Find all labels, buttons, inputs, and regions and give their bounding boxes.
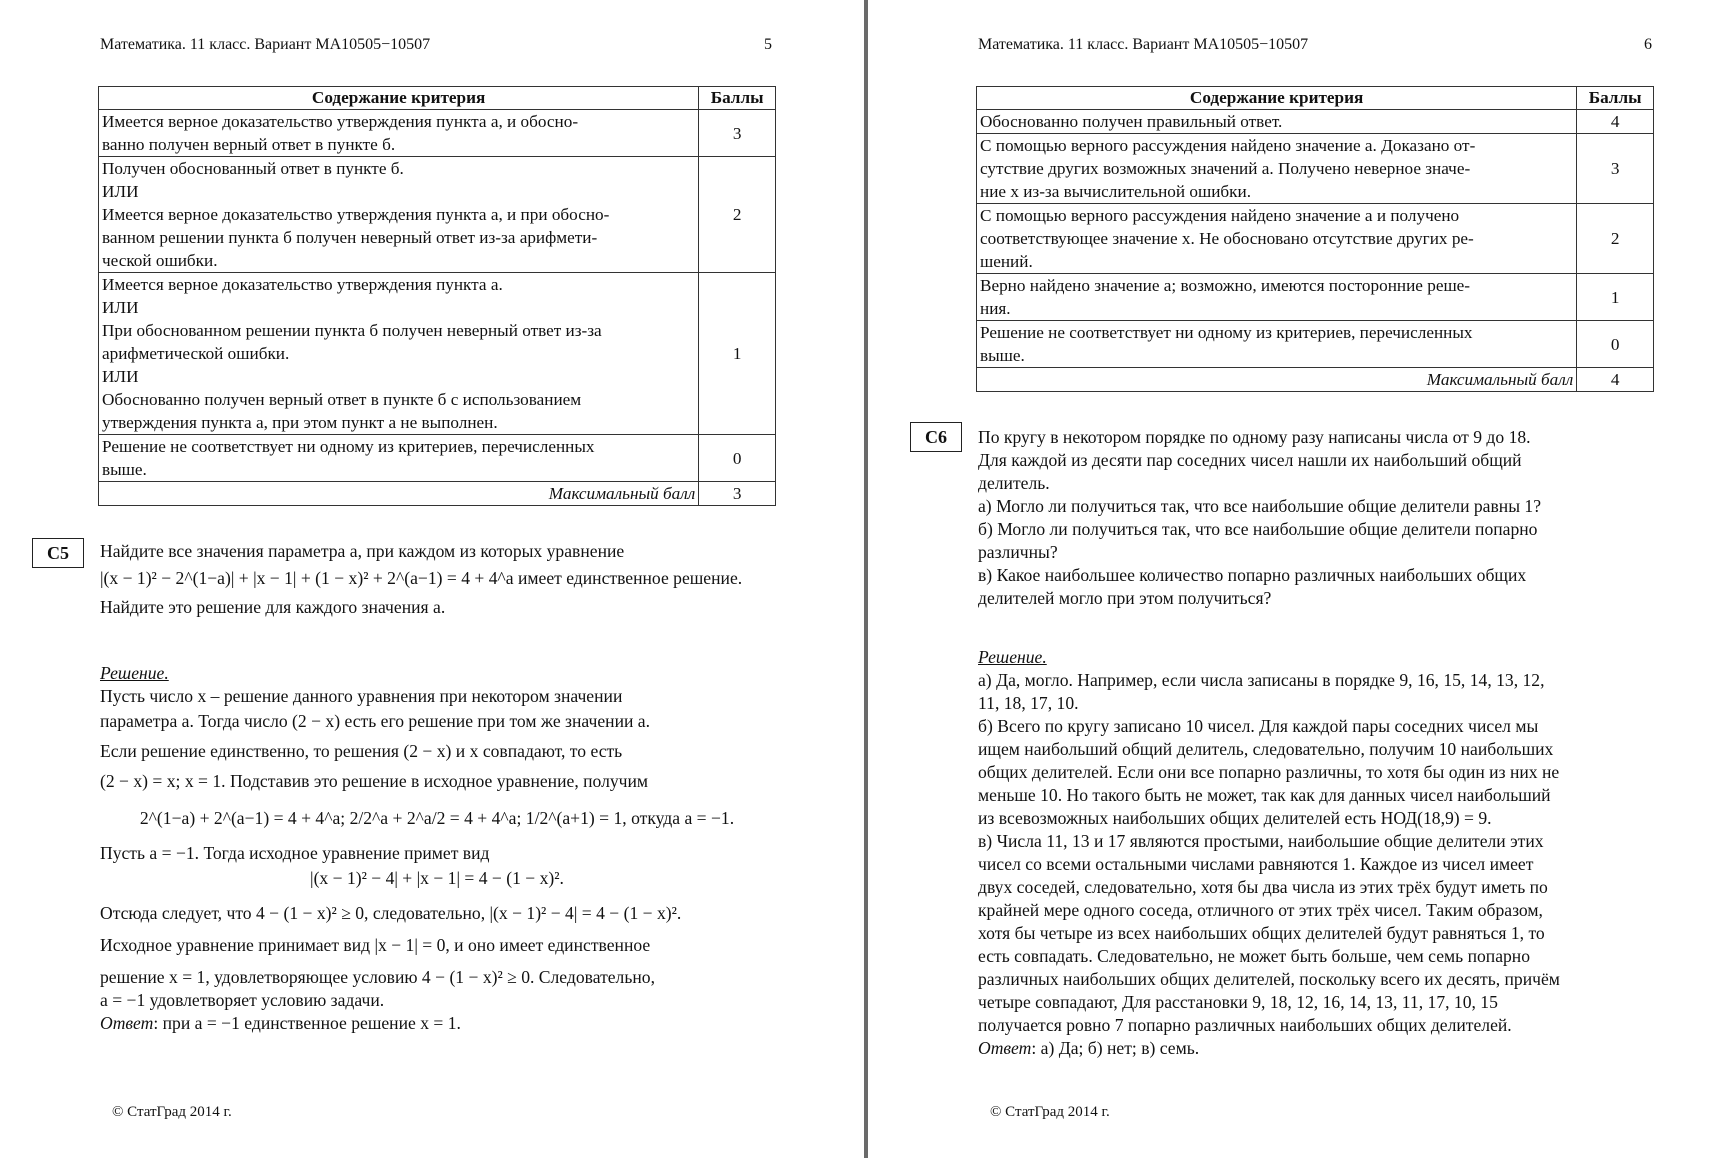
cell-line: ИЛИ — [102, 298, 139, 317]
solution-line: Пусть число x – решение данного уравнения при некотором значении — [100, 686, 623, 706]
solution-line: двух соседей, следовательно, хотя бы два числа из этих трёх будут иметь по — [978, 877, 1548, 897]
table-row — [99, 157, 776, 273]
criteria-cell — [99, 157, 699, 273]
task-line: Для каждой из десяти пар соседних чисел нашли их наибольший общий — [978, 450, 1522, 470]
solution-title: Решение. — [978, 647, 1047, 667]
solution-line: из всевозможных наибольших общих делителей есть НОД(18,9) = 9. — [978, 808, 1492, 828]
answer-line — [978, 1037, 1654, 1060]
answer-label: Ответ — [100, 1013, 154, 1033]
solution-line: есть совпадать. Следовательно, не может быть больше, чем семь попарно — [978, 946, 1531, 966]
criteria-cell — [977, 204, 1577, 274]
cell-line: ванно получен верный ответ в пункте б. — [102, 135, 396, 154]
table-row — [977, 110, 1654, 134]
task-line: Найдите все значения параметра a, при каждом из которых уравнение — [100, 541, 625, 561]
task-equation: |(x − 1)² − 2^(1−a)| + |x − 1| + (1 − x)² + 2^(a−1) = 4 + 4^a имеет единственное решение. — [100, 568, 743, 588]
max-score-value: 3 — [699, 482, 776, 506]
cell-line: Обоснованно получен верный ответ в пункте б с использованием — [102, 390, 582, 409]
cell-line: шений. — [980, 252, 1033, 271]
solution-line: получается ровно 7 попарно различных наибольших общих делителей. — [978, 1015, 1512, 1035]
criteria-cell — [977, 134, 1577, 204]
cell-line: ИЛИ — [102, 367, 139, 386]
cell-line: Верно найдено значение a; возможно, имеются посторонние реше- — [980, 276, 1471, 295]
right-criteria-table — [976, 86, 1654, 392]
max-score-label: Максимальный балл — [977, 368, 1577, 392]
solution-line: а) Да, могло. Например, если числа записаны в порядке 9, 16, 15, 14, 13, 12, — [978, 670, 1545, 690]
task-c6-statement — [978, 426, 1654, 610]
score-header: Баллы — [1577, 87, 1654, 110]
task-label-c5: С5 — [32, 538, 84, 568]
task-line: По кругу в некотором порядке по одному разу написаны числа от 9 до 18. — [978, 427, 1531, 447]
solution-line: четыре совпадают, Для расстановки 9, 18, 12, 16, 14, 13, 11, 17, 10, 15 — [978, 992, 1498, 1012]
cell-line: сутствие других возможных значений a. Получено неверное значе- — [980, 159, 1471, 178]
solution-line: чисел со всеми остальными числами равняются 1. Каждое из чисел имеет — [978, 854, 1534, 874]
left-criteria-table — [98, 86, 776, 506]
solution-c5 — [100, 662, 774, 1035]
task-line: различны? — [978, 542, 1058, 562]
cell-line: ванном решении пункта б получен неверный ответ из-за арифмети- — [102, 228, 598, 247]
score-cell: 3 — [699, 110, 776, 157]
left-page-header: Математика. 11 класс. Вариант МА10505−10507 — [100, 36, 431, 53]
score-cell: 2 — [1577, 204, 1654, 274]
solution-line: 11, 18, 17, 10. — [978, 693, 1079, 713]
task-line: делитель. — [978, 473, 1050, 493]
table-row — [977, 204, 1654, 274]
task-label-c6: С6 — [910, 422, 962, 452]
task-c5-statement — [100, 540, 774, 619]
table-row — [977, 274, 1654, 321]
answer-text: : а) Да; б) нет; в) семь. — [1031, 1038, 1200, 1058]
cell-line: Обоснованно получен правильный ответ. — [980, 112, 1283, 131]
cell-line: ческой ошибки. — [102, 251, 218, 270]
answer-line — [100, 1012, 774, 1035]
score-cell: 3 — [1577, 134, 1654, 204]
cell-line: арифметической ошибки. — [102, 344, 290, 363]
solution-line: в) Числа 11, 13 и 17 являются простыми, наибольшие общие делители этих — [978, 831, 1544, 851]
criteria-cell — [99, 110, 699, 157]
criteria-cell — [977, 110, 1577, 134]
criteria-cell — [977, 321, 1577, 368]
right-page-header: Математика. 11 класс. Вариант МА10505−10507 — [978, 36, 1309, 53]
right-page-number: 6 — [1644, 36, 1652, 53]
cell-line: ние x из-за вычислительной ошибки. — [980, 182, 1252, 201]
table-row-max — [99, 482, 776, 506]
solution-line: общих делителей. Если они все попарно различны, то хотя бы один из них не — [978, 762, 1560, 782]
solution-formula: |(x − 1)² − 4| + |x − 1| = 4 − (1 − x)². — [310, 868, 564, 888]
solution-line: (2 − x) = x; x = 1. Подставив это решение в исходное уравнение, получим — [100, 771, 649, 791]
solution-line: различных наибольших общих делителей, поскольку всего их десять, причём — [978, 969, 1560, 989]
table-row — [977, 134, 1654, 204]
solution-line: Если решение единственно, то решения (2 − x) и x совпадают, то есть — [100, 741, 623, 761]
solution-line: хотя бы четыре из всех наибольших общих делителей будут равняться 1, то — [978, 923, 1545, 943]
solution-line: крайней мере одного соседа, отличного от этих трёх чисел. Таким образом, — [978, 900, 1543, 920]
score-cell: 4 — [1577, 110, 1654, 134]
table-row — [99, 435, 776, 482]
max-score-label: Максимальный балл — [99, 482, 699, 506]
table-row-max — [977, 368, 1654, 392]
solution-line: Исходное уравнение принимает вид |x − 1| = 0, и оно имеет единственное — [100, 935, 651, 955]
criteria-cell — [977, 274, 1577, 321]
cell-line: Решение не соответствует ни одному из критериев, перечисленных — [102, 437, 595, 456]
solution-c6 — [978, 646, 1654, 1060]
cell-line: С помощью верного рассуждения найдено значение a и получено — [980, 206, 1460, 225]
score-cell: 2 — [699, 157, 776, 273]
cell-line: ния. — [980, 299, 1011, 318]
solution-line: Отсюда следует, что 4 − (1 − x)² ≥ 0, следовательно, |(x − 1)² − 4| = 4 − (1 − x)². — [100, 903, 682, 923]
solution-line: параметра a. Тогда число (2 − x) есть его решение при том же значении a. — [100, 711, 651, 731]
table-row — [99, 110, 776, 157]
criteria-header: Содержание критерия — [977, 87, 1577, 110]
criteria-header: Содержание критерия — [99, 87, 699, 110]
left-footer: © СтатГрад 2014 г. — [112, 1104, 232, 1120]
cell-line: При обоснованном решении пункта б получен неверный ответ из-за — [102, 321, 602, 340]
solution-line: меньше 10. Но такого быть не может, так как для данных чисел наибольший — [978, 785, 1551, 805]
right-page — [868, 0, 1725, 1158]
task-line: в) Какое наибольшее количество попарно различных наибольших общих — [978, 565, 1527, 585]
answer-text: : при a = −1 единственное решение x = 1. — [153, 1013, 461, 1033]
criteria-cell — [99, 435, 699, 482]
solution-title: Решение. — [100, 663, 169, 683]
score-cell: 0 — [1577, 321, 1654, 368]
right-footer: © СтатГрад 2014 г. — [990, 1104, 1110, 1120]
cell-line: Имеется верное доказательство утверждения пункта а, и обосно- — [102, 112, 579, 131]
answer-label: Ответ — [978, 1038, 1032, 1058]
cell-line: утверждения пункта а, при этом пункт а не выполнен. — [102, 413, 498, 432]
task-line: а) Могло ли получиться так, что все наибольшие общие делители равны 1? — [978, 496, 1542, 516]
criteria-cell — [99, 273, 699, 435]
cell-line: Имеется верное доказательство утверждения пункта а, и при обосно- — [102, 205, 610, 224]
left-page-number: 5 — [764, 36, 772, 53]
table-row — [977, 321, 1654, 368]
task-line: делителей могло при этом получиться? — [978, 588, 1272, 608]
cell-line: выше. — [980, 346, 1025, 365]
table-row — [99, 273, 776, 435]
solution-line: б) Всего по кругу записано 10 чисел. Для каждой пары соседних чисел мы — [978, 716, 1539, 736]
solution-line: решение x = 1, удовлетворяющее условию 4 − (1 − x)² ≥ 0. Следовательно, — [100, 967, 655, 987]
cell-line: ИЛИ — [102, 182, 139, 201]
score-cell: 0 — [699, 435, 776, 482]
max-score-value: 4 — [1577, 368, 1654, 392]
score-cell: 1 — [699, 273, 776, 435]
solution-formula: 2^(1−a) + 2^(a−1) = 4 + 4^a; 2/2^a + 2^a/2 = 4 + 4^a; 1/2^(a+1) = 1, откуда a = −1. — [139, 808, 735, 828]
cell-line: соответствующее значение x. Не обосновано отсутствие других ре- — [980, 229, 1474, 248]
cell-line: Имеется верное доказательство утверждения пункта а. — [102, 275, 503, 294]
task-line: б) Могло ли получиться так, что все наибольшие общие делители попарно — [978, 519, 1538, 539]
cell-line: выше. — [102, 460, 147, 479]
solution-line: a = −1 удовлетворяет условию задачи. — [100, 990, 385, 1010]
score-header: Баллы — [699, 87, 776, 110]
solution-line: Пусть a = −1. Тогда исходное уравнение примет вид — [100, 843, 490, 863]
solution-line: ищем наибольший общий делитель, следовательно, получим 10 наибольших — [978, 739, 1554, 759]
cell-line: Получен обоснованный ответ в пункте б. — [102, 159, 404, 178]
cell-line: С помощью верного рассуждения найдено значение a. Доказано от- — [980, 136, 1476, 155]
score-cell: 1 — [1577, 274, 1654, 321]
task-line: Найдите это решение для каждого значения a. — [100, 597, 446, 617]
cell-line: Решение не соответствует ни одному из критериев, перечисленных — [980, 323, 1473, 342]
